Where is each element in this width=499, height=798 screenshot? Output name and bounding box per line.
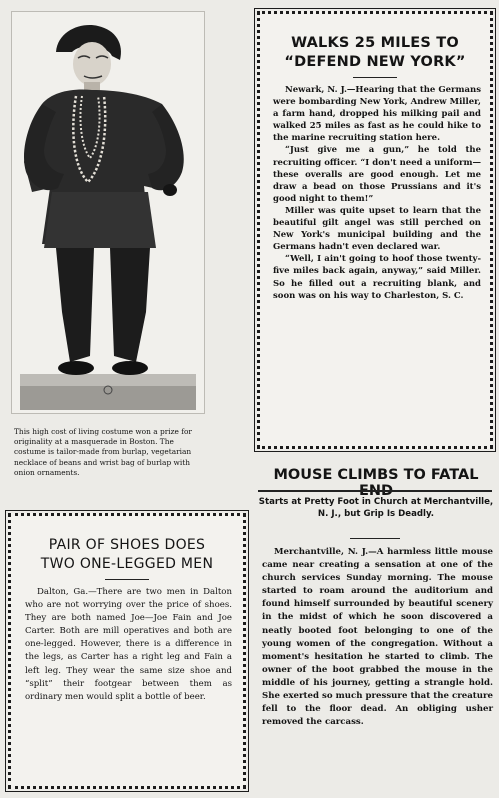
shoes-headline-line1: PAIR OF SHOES DOES (48, 537, 206, 553)
walks-paragraph: “Well, I ain't going to hoof those twenty-five miles back again, anyway,” said Miller. So he filled out a recruiting blank, and soon was on his way to Charleston, S. C. (273, 254, 481, 301)
walks-paragraph: Miller was quite upset to learn that the beautiful gilt angel was still perched on New York's municipal building and the Germans hadn't even declared war. (273, 205, 481, 253)
walks-headline-line1: WALKS 25 MILES TO (291, 35, 459, 51)
mouse-body (262, 546, 493, 729)
costume-photo (11, 11, 205, 414)
mouse-subhead: Starts at Pretty Foot in Church at Merchantville, N. J., but Grip Is Deadly. (258, 497, 494, 520)
walks-story-box (257, 11, 493, 449)
shoes-body (25, 586, 232, 704)
mouse-subhead-rule (350, 538, 400, 539)
shoes-headline (11, 536, 243, 574)
shoes-story-box (8, 513, 246, 789)
shoes-rule (105, 579, 149, 580)
walks-body (273, 84, 481, 302)
mouse-paragraph: Merchantville, N. J.—A harmless little mouse came near creating a sensation at one of the church services Sunday morning. The mouse started to roam around the auditorium and found himself surrounded by beautiful scenery in the midst of which he soon discovered a neatly booted foot belonging to one of the young women of the congregation. Without a moment's hesitation he started to climb. The owner of the boot grabbed the mouse in the middle of his journey, getting a strangle hold. She exerted so much pressure that the creature fell to the floor dead. An obliging usher removed the carcass. (262, 547, 493, 728)
mouse-headline-rule (258, 490, 492, 492)
walks-headline (260, 34, 490, 72)
shoes-paragraph: Dalton, Ga.—There are two men in Dalton who are not worrying over the price of shoes. They are both named Joe—Joe Fain and Joe Carter. Both are mill operatives and both are one-legged. However, there is a difference in the legs, as Carter has a right leg and Fain a left leg. They wear the same size shoe and “split” their footgear between them as ordinary men would split a bottle of beer. (25, 587, 232, 702)
walks-paragraph: “Just give me a gun,” he told the recruiting officer. “I don't need a uniform—these overalls are good enough. Let me draw a bead on those Prussians and it's good night to them!” (273, 145, 481, 204)
costume-figure (12, 12, 204, 413)
walks-rule (353, 77, 397, 78)
photo-caption: This high cost of living costume won a prize for originality at a masquerade in Boston. The costume is tailor-made from burlap, vegetarian necklace of beans and wrist bag of burlap with onion ornaments. (14, 427, 192, 477)
walks-headline-line2: “DEFEND NEW YORK” (284, 54, 466, 70)
walks-paragraph: Newark, N. J.—Hearing that the Germans were bombarding New York, Andrew Miller, a farm hand, dropped his milking pail and walked 25 miles as fast as he could hike to the marine recruiting station here. (273, 85, 481, 144)
mouse-headline: MOUSE CLIMBS TO FATAL END (273, 467, 479, 499)
shoes-headline-line2: TWO ONE-LEGGED MEN (40, 556, 214, 572)
